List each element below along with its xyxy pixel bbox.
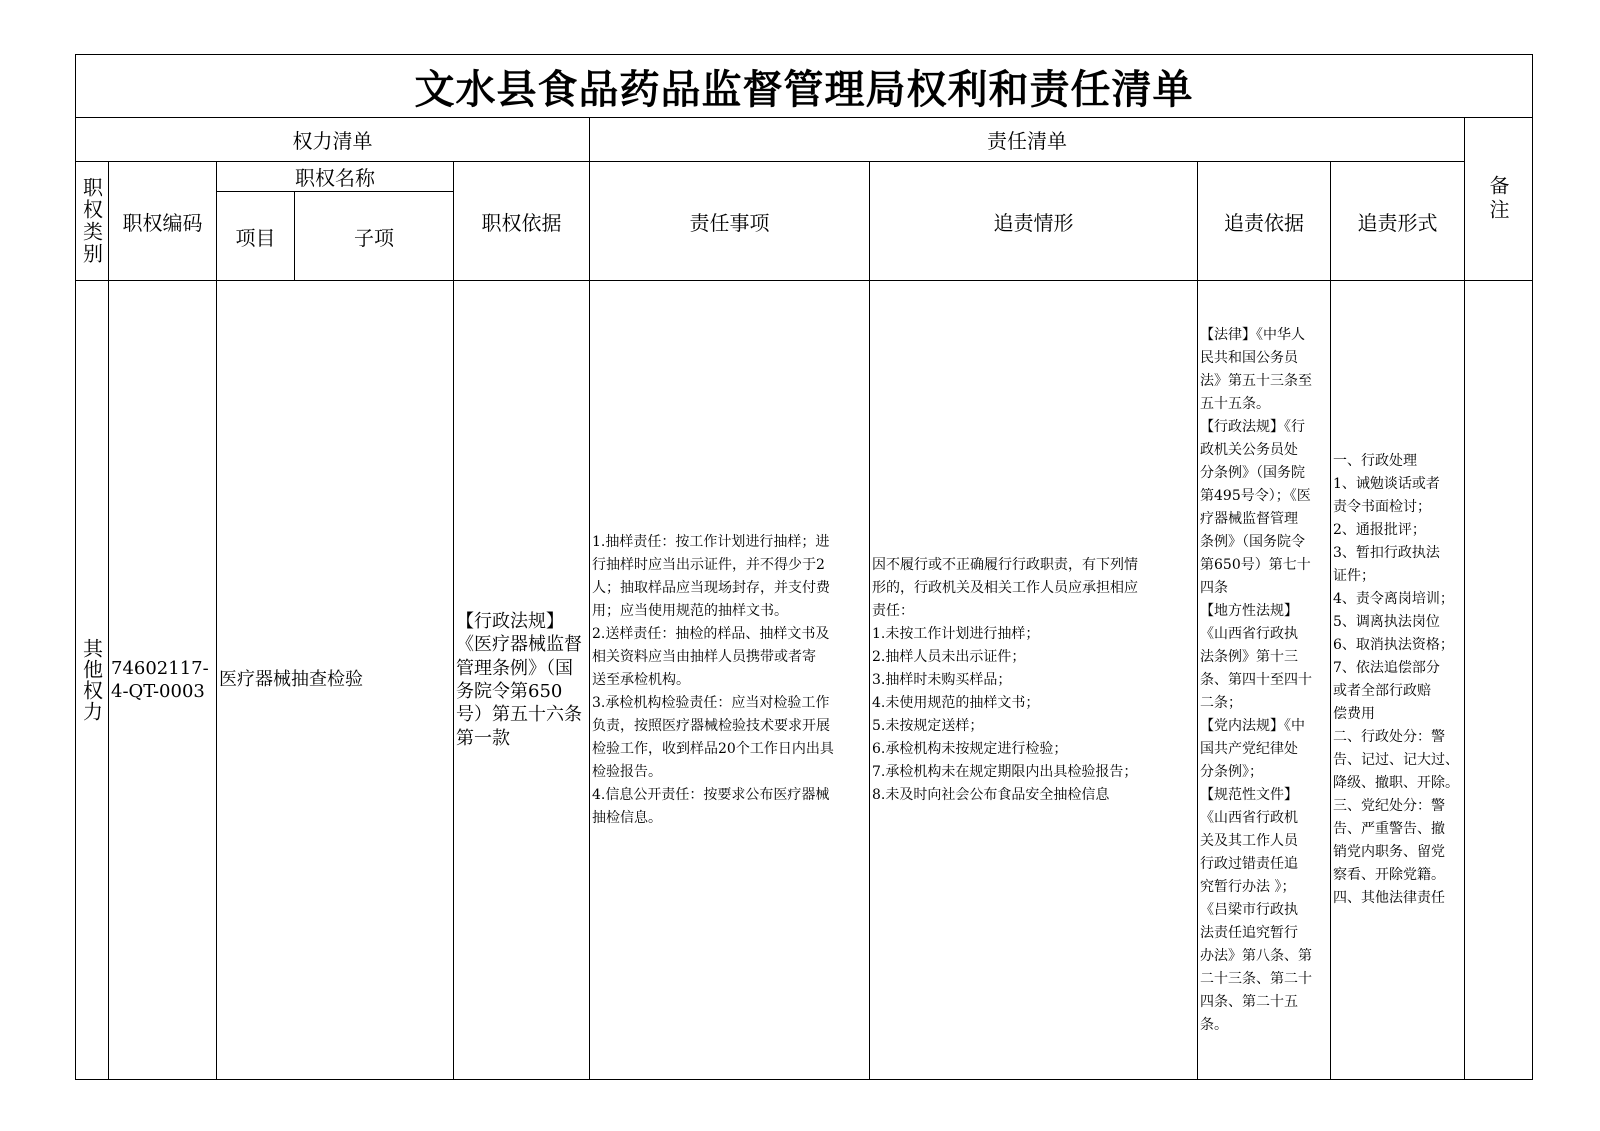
header-responsibility-list: 责任清单 [590, 117, 1465, 162]
header-duties: 责任事项 [590, 162, 870, 281]
row-basis: 【行政法规】《医疗器械监督管理条例》（国务院令第650号）第五十六条第一款 [454, 281, 590, 1079]
header-subitem: 子项 [295, 192, 454, 281]
header-accountability-basis: 追责依据 [1198, 162, 1331, 281]
row-category: 其他权力 [76, 281, 109, 1079]
row-item: 医疗器械抽查检验 [217, 281, 454, 1079]
header-code: 职权编码 [109, 162, 217, 281]
header-name: 职权名称 [217, 162, 454, 192]
header-remarks: 备注 [1465, 117, 1532, 281]
row-accountability-forms: 一、行政处理 1、诫勉谈话或者 责令书面检讨； 2、通报批评； 3、暂扣行政执法 证件； 4、责令离岗培训； 5、调离执法岗位 6、取消执法资格； 7、依法追偿部分 或者全部行政赔 偿费用 二、行政处分：警 告、记过、记大过、 降级、撤职、开除。 三、党纪处分：警 告、严重警告、撤 销党内职务、留党 察看、开除党籍。 四、其他法律责任 [1331, 281, 1465, 1079]
document-title: 文水县食品药品监督管理局权利和责任清单 [76, 55, 1532, 118]
header-accountability-cases: 追责情形 [870, 162, 1198, 281]
row-code: 74602117-4-QT-0003 [109, 281, 217, 1079]
header-category: 职权类别 [76, 162, 109, 281]
header-basis: 职权依据 [454, 162, 590, 281]
row-accountability-basis: 【法律】《中华人 民共和国公务员 法》第五十三条至 五十五条。 【行政法规】《行 政机关公务员处 分条例》（国务院 第495号令）；《医 疗器械监督管理 条例》（国务院令 第650号）第七十 四条 【地方性法规】 《山西省行政执 法条例》第十三 条、第四十至四十 二条； 【党内法规】《中 国共产党纪律处 分条例》； 【规范性文件】 《山西省行政机 关及其工作人员 行政过错责任追 究暂行办法 》； 《吕梁市行政执 法责任追究暂行 办法》第八条、第 二十三条、第二十 四条、第二十五 条。 [1198, 281, 1331, 1079]
responsibility-table [75, 54, 1533, 1080]
header-power-list: 权力清单 [76, 117, 590, 162]
row-accountability-cases: 因不履行或不正确履行行政职责，有下列情 形的，行政机关及相关工作人员应承担相应 责任： 1.未按工作计划进行抽样； 2.抽样人员未出示证件； 3.抽样时未购买样品； 4.未使用规范的抽样文书； 5.未按规定送样； 6.承检机构未按规定进行检验； 7.承检机构未在规定期限内出具检验报告； 8.未及时向社会公布食品安全抽检信息 [870, 281, 1198, 1079]
row-remarks [1465, 281, 1532, 1079]
row-duties: 1.抽样责任：按工作计划进行抽样；进 行抽样时应当出示证件，并不得少于2 人；抽取样品应当现场封存，并支付费 用；应当使用规范的抽样文书。 2.送样责任：抽检的样品、抽样文书及 相关资料应当由抽样人员携带或者寄 送至承检机构。 3.承检机构检验责任：应当对检验工作 负责，按照医疗器械检验技术要求开展 检验工作，收到样品20个工作日内出具 检验报告。 4.信息公开责任：按要求公布医疗器械 抽检信息。 [590, 281, 870, 1079]
header-accountability-forms: 追责形式 [1331, 162, 1465, 281]
header-item: 项目 [217, 192, 295, 281]
